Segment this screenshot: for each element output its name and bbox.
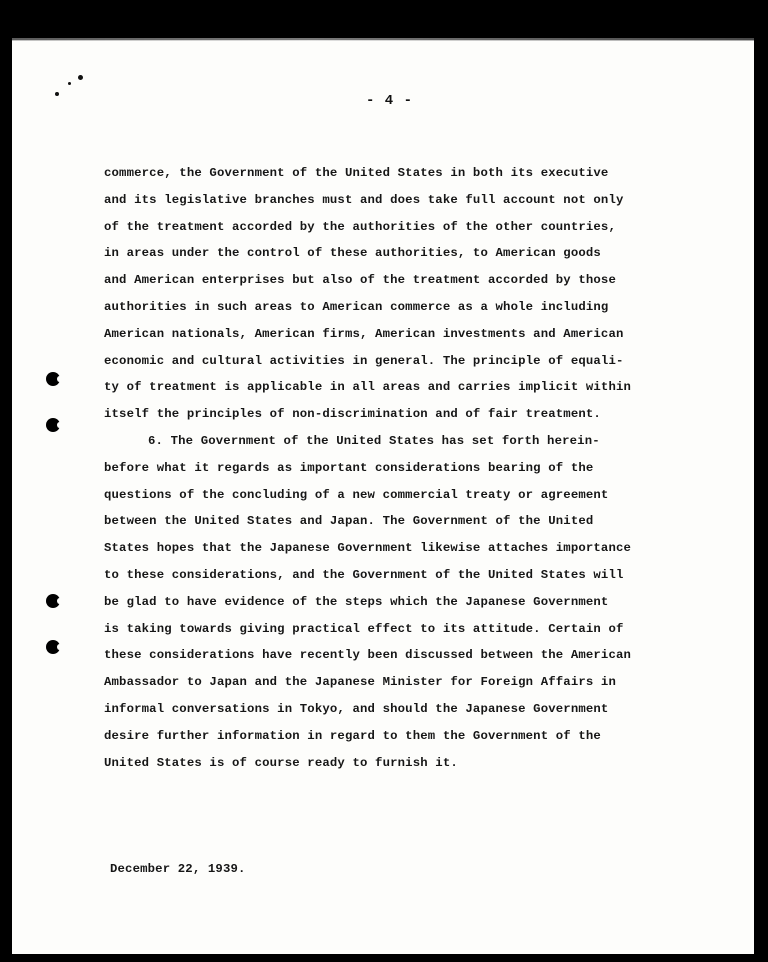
text-line: commerce, the Government of the United States in both its executive xyxy=(104,166,609,180)
text-line: 6. The Government of the United States has set forth herein- xyxy=(148,433,600,448)
text-line: economic and cultural activities in general. The principle of equali- xyxy=(104,353,624,368)
scan-border-left xyxy=(0,40,12,962)
letter-body xyxy=(104,160,704,776)
text-line: informal conversations in Tokyo, and should the Japanese Government xyxy=(104,701,609,716)
text-line: between the United States and Japan. The Government of the United xyxy=(104,514,594,529)
text-line: United States is of course ready to furnish it. xyxy=(104,755,458,770)
text-line: and its legislative branches must and does take full account not only xyxy=(104,192,624,207)
text-line: ty of treatment is applicable in all areas and carries implicit within xyxy=(104,380,632,395)
text-line: in areas under the control of these authorities, to American goods xyxy=(104,246,601,261)
text-line: authorities in such areas to American commerce as a whole including xyxy=(104,299,609,314)
ink-speck xyxy=(78,75,83,80)
scan-border-bottom xyxy=(0,954,768,962)
letter-date: December 22, 1939. xyxy=(110,862,246,876)
text-line: is taking towards giving practical effect to its attitude. Certain of xyxy=(104,621,624,636)
punch-hole xyxy=(46,640,60,654)
scan-border-top xyxy=(0,0,768,40)
ink-speck xyxy=(68,82,71,85)
punch-hole xyxy=(46,418,60,432)
text-line: be glad to have evidence of the steps which the Japanese Government xyxy=(104,594,609,609)
text-line: of the treatment accorded by the authorities of the other countries, xyxy=(104,219,616,234)
page-top-edge xyxy=(12,38,754,41)
punch-hole xyxy=(46,372,60,386)
ink-speck xyxy=(55,92,59,96)
text-line: Ambassador to Japan and the Japanese Minister for Foreign Affairs in xyxy=(104,675,616,690)
text-line: questions of the concluding of a new commercial treaty or agreement xyxy=(104,487,609,502)
text-line: desire further information in regard to them the Government of the xyxy=(104,728,601,743)
text-line: States hopes that the Japanese Government likewise attaches importance xyxy=(104,541,632,556)
scan-border-right xyxy=(754,40,768,962)
text-line: American nationals, American firms, American investments and American xyxy=(104,326,624,341)
text-line: and American enterprises but also of the treatment accorded by those xyxy=(104,273,616,288)
text-line: before what it regards as important considerations bearing of the xyxy=(104,460,594,475)
text-line: these considerations have recently been discussed between the American xyxy=(104,648,632,663)
punch-hole xyxy=(46,594,60,608)
text-line: to these considerations, and the Government of the United States will xyxy=(104,567,624,582)
text-line: itself the principles of non-discrimination and of fair treatment. xyxy=(104,407,601,422)
page-number: - 4 - xyxy=(366,93,414,109)
